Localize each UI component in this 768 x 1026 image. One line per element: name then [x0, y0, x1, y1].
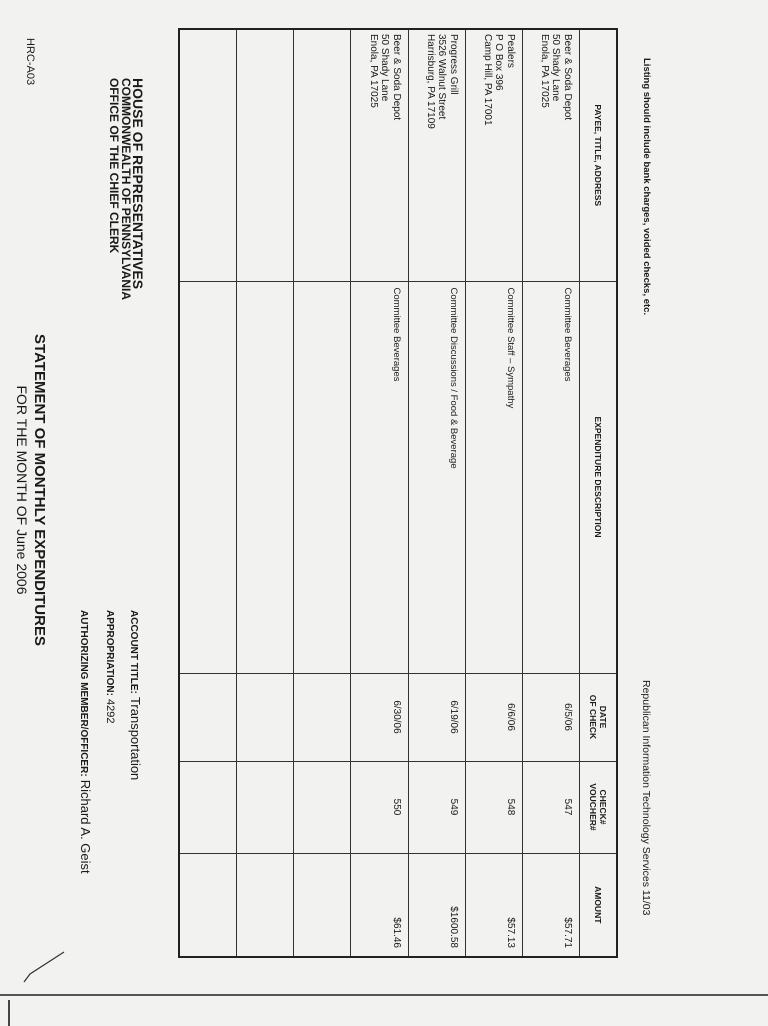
payee-address-cell	[408, 29, 465, 281]
payee-address-cell	[465, 29, 522, 281]
payee-address-cell	[351, 29, 408, 281]
amount	[230, 854, 236, 957]
payee-line	[207, 34, 219, 277]
footer-credit: Republican Information Technology Services 11/03	[640, 680, 652, 916]
table-row	[179, 29, 237, 957]
check-number: 547	[562, 798, 573, 816]
payee-address	[367, 30, 408, 281]
amount: $61.46	[390, 917, 402, 948]
table-row	[237, 29, 294, 957]
check-date	[287, 674, 293, 761]
expenditure-description	[230, 282, 236, 673]
payee-column-header: PAYEE, TITLE, ADDRESS	[580, 29, 618, 281]
account-meta	[66, 610, 142, 874]
check-column-header: CHECK# VOUCHER#	[580, 761, 618, 853]
check-date: 6/30/06	[390, 700, 402, 734]
payee-line: Harrisburg, PA 17109	[424, 34, 436, 129]
payee-address-cell	[179, 29, 237, 281]
account-title-row	[127, 610, 142, 874]
payee-address-cell	[237, 29, 294, 281]
check-number: 548	[504, 798, 516, 816]
expenditure-description	[287, 282, 293, 673]
payee-line	[276, 34, 288, 277]
authorizing-row	[77, 610, 92, 874]
expenditure-description	[345, 282, 351, 673]
amount-cell	[179, 853, 237, 957]
payee-address	[253, 30, 294, 281]
payee-line: Progress Grill	[447, 34, 459, 95]
payee-line	[310, 34, 322, 277]
check-number	[287, 762, 293, 853]
scanner-edge	[0, 994, 768, 1026]
payee-line: 50 Shady Lane	[379, 34, 391, 102]
form-code: HRC-A03	[24, 38, 36, 86]
expenditure-description: Committee Beverages	[562, 287, 573, 382]
appropriation-row	[103, 610, 116, 874]
check-date-cell	[408, 673, 465, 761]
expenditure-description-cell	[294, 281, 351, 673]
check-date-cell	[522, 673, 579, 761]
payee-line	[219, 34, 231, 277]
payee-address	[310, 30, 351, 281]
amount-column-header: AMOUNT	[580, 853, 618, 957]
check-number: 550	[390, 798, 402, 816]
check-number-cell	[465, 761, 522, 853]
payee-line: Camp Hill, PA 17001	[481, 34, 493, 126]
payee-line	[333, 34, 345, 277]
org-line-1: HOUSE OF REPRESENTATIVES	[130, 78, 146, 290]
amount: $1600.58	[447, 906, 459, 948]
check-date-cell	[465, 673, 522, 761]
check-date-cell	[237, 673, 294, 761]
payee-line: Enola, PA 17025	[539, 34, 550, 108]
check-number-cell	[237, 761, 294, 853]
table-header-row	[580, 29, 618, 957]
check-number	[230, 762, 236, 853]
payee-address-cell	[294, 29, 351, 281]
expenditure-description-cell	[522, 281, 579, 673]
table-row	[522, 29, 579, 957]
check-number-cell	[294, 761, 351, 853]
account-title-label: ACCOUNT TITLE:	[128, 610, 139, 694]
payee-address	[196, 30, 237, 281]
authorizing-label: AUTHORIZING MEMBER/OFFICER:	[78, 610, 89, 777]
payee-line	[264, 34, 276, 277]
check-date	[345, 674, 351, 761]
org-line-2: COMMONWEALTH OF PENNSYLVANIA	[119, 78, 133, 300]
payee-address	[481, 30, 522, 281]
footnote: Listing should include bank charges, voided checks, etc.	[641, 58, 652, 316]
expenditure-table	[178, 28, 618, 958]
amount-cell	[522, 853, 579, 957]
statement-title	[14, 330, 48, 650]
check-date-cell	[294, 673, 351, 761]
reporting-period: FOR THE MONTH OF June 2006	[14, 385, 30, 595]
appropriation-value: 4292	[104, 699, 116, 724]
amount-cell	[465, 853, 522, 957]
payee-line: Enola, PA 17025	[367, 34, 379, 108]
expenditure-description: Committee Discussions / Food & Beverage	[447, 287, 459, 469]
check-date: 6/6/06	[504, 703, 516, 731]
check-date: 6/5/06	[562, 703, 573, 731]
payee-line	[253, 34, 265, 277]
account-title-value: Transportation	[128, 696, 143, 781]
payee-address-cell	[522, 29, 579, 281]
expenditure-description-cell	[465, 281, 522, 673]
date-column-header: DATE OF CHECK	[580, 673, 618, 761]
page-title: STATEMENT OF MONTHLY EXPENDITURES	[31, 334, 48, 646]
amount-cell	[237, 853, 294, 957]
table-row	[351, 29, 408, 957]
payee-line: 3526 Walnut Street	[436, 34, 448, 120]
amount	[287, 854, 293, 957]
check-number-cell	[408, 761, 465, 853]
amount: $57.71	[562, 917, 573, 948]
check-number: 549	[447, 798, 459, 816]
amount-cell	[294, 853, 351, 957]
payee-line	[322, 34, 334, 277]
payee-line: 50 Shady Lane	[550, 34, 562, 102]
payee-line: Beer & Soda Depot	[562, 34, 573, 121]
payee-line: Beer & Soda Depot	[390, 34, 402, 121]
payee-line: P O Box 396	[493, 34, 505, 91]
check-number	[345, 762, 351, 853]
org-line-3: OFFICE OF THE CHIEF CLERK	[107, 78, 121, 254]
check-date-cell	[179, 673, 237, 761]
expenditure-description: Committee Staff – Sympathy	[504, 287, 516, 409]
check-date	[230, 674, 236, 761]
authorizing-value: Richard A. Geist	[78, 779, 93, 874]
description-column-header: EXPENDITURE DESCRIPTION	[580, 281, 618, 673]
organization-header	[108, 78, 144, 300]
table-row	[294, 29, 351, 957]
expenditure-description-cell	[408, 281, 465, 673]
table-row	[465, 29, 522, 957]
check-number-cell	[522, 761, 579, 853]
expenditure-description-cell	[179, 281, 237, 673]
expenditure-description: Committee Beverages	[390, 287, 402, 382]
check-number-cell	[179, 761, 237, 853]
pen-mark-icon	[18, 948, 68, 988]
payee-line	[196, 34, 208, 277]
check-date-cell	[351, 673, 408, 761]
amount-cell	[408, 853, 465, 957]
table-row	[408, 29, 465, 957]
check-number-cell	[351, 761, 408, 853]
payee-line: Pealers	[504, 34, 516, 68]
payee-address	[539, 30, 580, 281]
check-date: 6/19/06	[447, 700, 459, 734]
appropriation-label: APPROPRIATION:	[104, 610, 115, 696]
expenditure-description-cell	[351, 281, 408, 673]
expenditure-description-cell	[237, 281, 294, 673]
amount: $57.13	[504, 917, 516, 948]
amount	[345, 854, 351, 957]
amount-cell	[351, 853, 408, 957]
payee-address	[424, 30, 465, 281]
